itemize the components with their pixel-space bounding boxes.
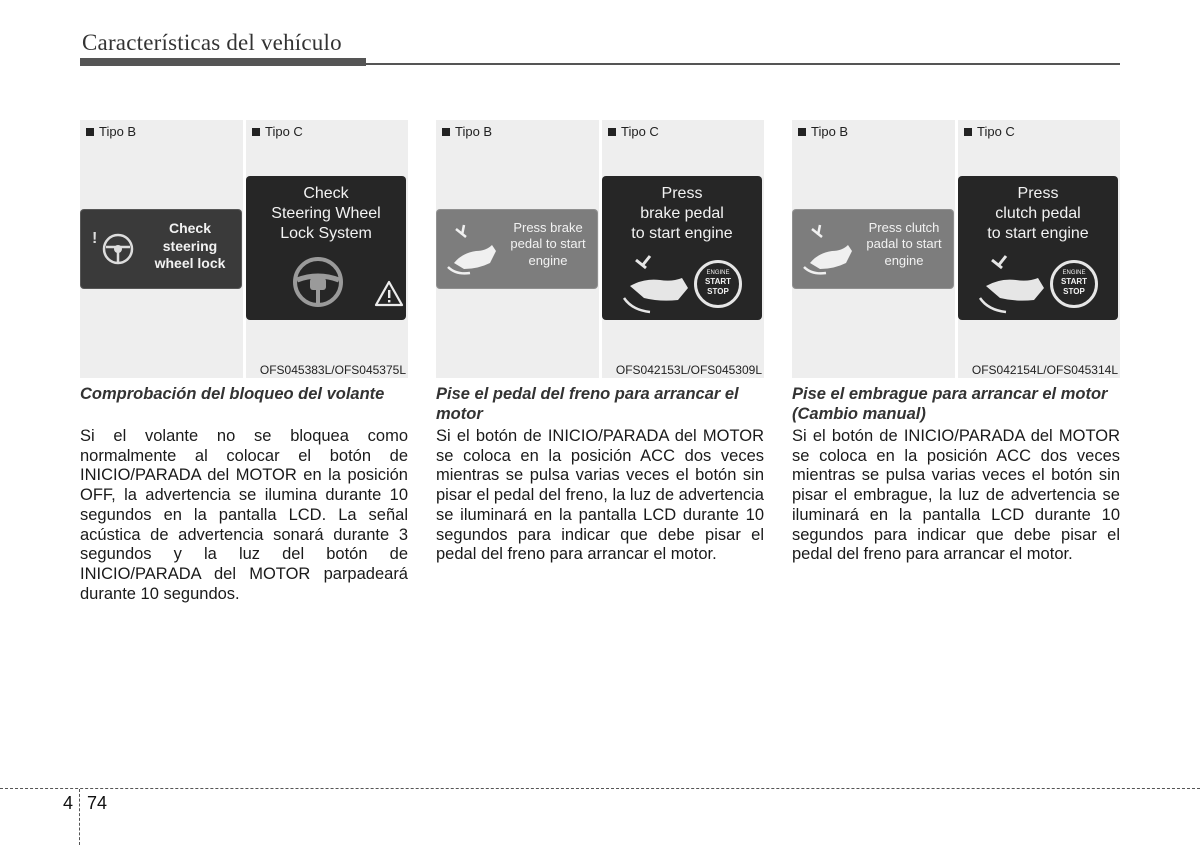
- section-heading: Pise el embrague para arrancar el motor (Cambio manual): [792, 385, 1108, 423]
- engine-start-stop-button: [694, 260, 742, 308]
- lcd-c-line: to start engine: [987, 225, 1089, 242]
- lcd-c-line: Lock System: [280, 225, 372, 242]
- button-line: ENGINE: [706, 270, 730, 276]
- lcd-c-line: clutch pedal: [995, 205, 1081, 222]
- type-b-label: Tipo B: [99, 124, 137, 139]
- page-number: 74: [87, 793, 108, 813]
- type-c-caption: [964, 124, 1015, 139]
- section-body: Si el botón de INICIO/PARADA del MOTOR se coloca en la posición ACC dos veces mientras se pulsa varias veces el botón sin pisar el pedal del freno, la luz de advertencia se iluminará en la pantalla LCD durante 10 segundos para indicar que debe pisar el pedal del freno para arrancar el motor.: [436, 427, 764, 564]
- figure-brake-pedal: [436, 120, 764, 378]
- lcd-display-type-b: [80, 209, 242, 289]
- type-c-label: Tipo C: [621, 124, 659, 139]
- type-c-label: Tipo C: [977, 124, 1015, 139]
- footer-separator: [79, 789, 80, 845]
- lcd-c-line: Press: [661, 185, 703, 202]
- button-line: STOP: [707, 287, 729, 296]
- chapter-number: 4: [63, 793, 74, 813]
- square-bullet-icon: [252, 128, 260, 136]
- steering-wheel-icon: [286, 250, 366, 312]
- square-bullet-icon: [608, 128, 616, 136]
- figure-steering-lock: [80, 120, 408, 378]
- lcd-b-line: steering: [162, 237, 218, 254]
- lcd-display-type-c: [602, 176, 762, 320]
- foot-on-pedal-icon: [442, 223, 504, 283]
- lcd-b-line: Press brake: [513, 220, 583, 235]
- lcd-display-type-c: [246, 176, 406, 320]
- header-bar: [80, 58, 366, 66]
- type-c-caption: [608, 124, 659, 139]
- engine-start-stop-button: [1050, 260, 1098, 308]
- figure-clutch-pedal: [792, 120, 1120, 378]
- figure-code: OFS042154L/OFS045314L: [971, 363, 1118, 377]
- lcd-display-type-b: [436, 209, 598, 289]
- lcd-b-message: [498, 220, 598, 269]
- footer-rule: [0, 788, 1200, 789]
- lcd-c-line: to start engine: [631, 225, 733, 242]
- page-header-title: Características del vehículo: [82, 30, 342, 55]
- lcd-c-message: [958, 184, 1118, 244]
- type-c-caption: [252, 124, 303, 139]
- lcd-b-line: Check: [168, 220, 212, 236]
- steering-wheel-warning-icon: [88, 221, 148, 281]
- square-bullet-icon: [442, 128, 450, 136]
- foot-pressing-pedal-icon: [620, 254, 696, 314]
- type-b-caption: [86, 124, 136, 139]
- figure-code: OFS045383L/OFS045375L: [259, 363, 406, 377]
- section-clutch-pedal: [792, 120, 1122, 564]
- type-b-label: Tipo B: [811, 124, 849, 139]
- button-line: START: [704, 277, 732, 286]
- header-rule: [366, 63, 1120, 65]
- section-steering-lock: [80, 120, 410, 603]
- square-bullet-icon: [86, 128, 94, 136]
- lcd-c-message: [602, 184, 762, 244]
- foot-pressing-pedal-icon: [976, 254, 1052, 314]
- lcd-b-message: [854, 220, 954, 269]
- square-bullet-icon: [798, 128, 806, 136]
- button-line: ENGINE: [1062, 270, 1086, 276]
- svg-text:!: !: [92, 230, 98, 247]
- lcd-display-type-c: [958, 176, 1118, 320]
- lcd-c-line: Steering Wheel: [271, 205, 381, 222]
- lcd-b-line: wheel lock: [154, 255, 226, 271]
- lcd-b-line: Press clutch: [868, 220, 940, 235]
- type-b-label: Tipo B: [455, 124, 493, 139]
- section-heading: Pise el pedal del freno para arrancar el motor: [436, 385, 739, 423]
- section-body: Si el volante no se bloquea como normalmente al colocar el botón de INICIO/PARADA del MOTOR en la posición OFF, la advertencia se ilumina durante 10 segundos en la pantalla LCD. La señal acústica de advertencia sonará durante 3 segundos y la luz del botón de INICIO/PARADA del MOTOR parpadeará durante 10 segundos.: [80, 427, 408, 603]
- button-line: STOP: [1063, 287, 1085, 296]
- section-body: Si el botón de INICIO/PARADA del MOTOR se coloca en la posición ACC dos veces mientras se pulsa varias veces el botón sin pisar el embrague, la luz de advertencia se iluminará en la pantalla LCD durante 10 segundos para indicar que debe pisar el pedal del freno para arrancar el motor.: [792, 427, 1120, 564]
- square-bullet-icon: [964, 128, 972, 136]
- lcd-c-line: Press: [1017, 185, 1059, 202]
- type-c-label: Tipo C: [265, 124, 303, 139]
- lcd-b-message: [140, 220, 240, 273]
- lcd-display-type-b: [792, 209, 954, 289]
- lcd-c-line: Check: [303, 185, 349, 202]
- lcd-c-message: [246, 184, 406, 244]
- lcd-b-line: engine: [884, 252, 924, 268]
- foot-on-pedal-icon: [798, 223, 860, 283]
- lcd-b-line: pedal to start: [510, 236, 586, 252]
- figure-code: OFS042153L/OFS045309L: [615, 363, 762, 377]
- button-line: START: [1060, 277, 1088, 286]
- lcd-b-line: padal to start: [866, 236, 942, 252]
- lcd-c-line: brake pedal: [640, 205, 724, 222]
- warning-triangle-icon: [374, 280, 404, 308]
- section-brake-pedal: [436, 120, 766, 564]
- type-b-caption: [798, 124, 848, 139]
- section-heading: Comprobación del bloqueo del volante: [80, 385, 385, 403]
- type-b-caption: [442, 124, 492, 139]
- lcd-b-line: engine: [528, 252, 568, 268]
